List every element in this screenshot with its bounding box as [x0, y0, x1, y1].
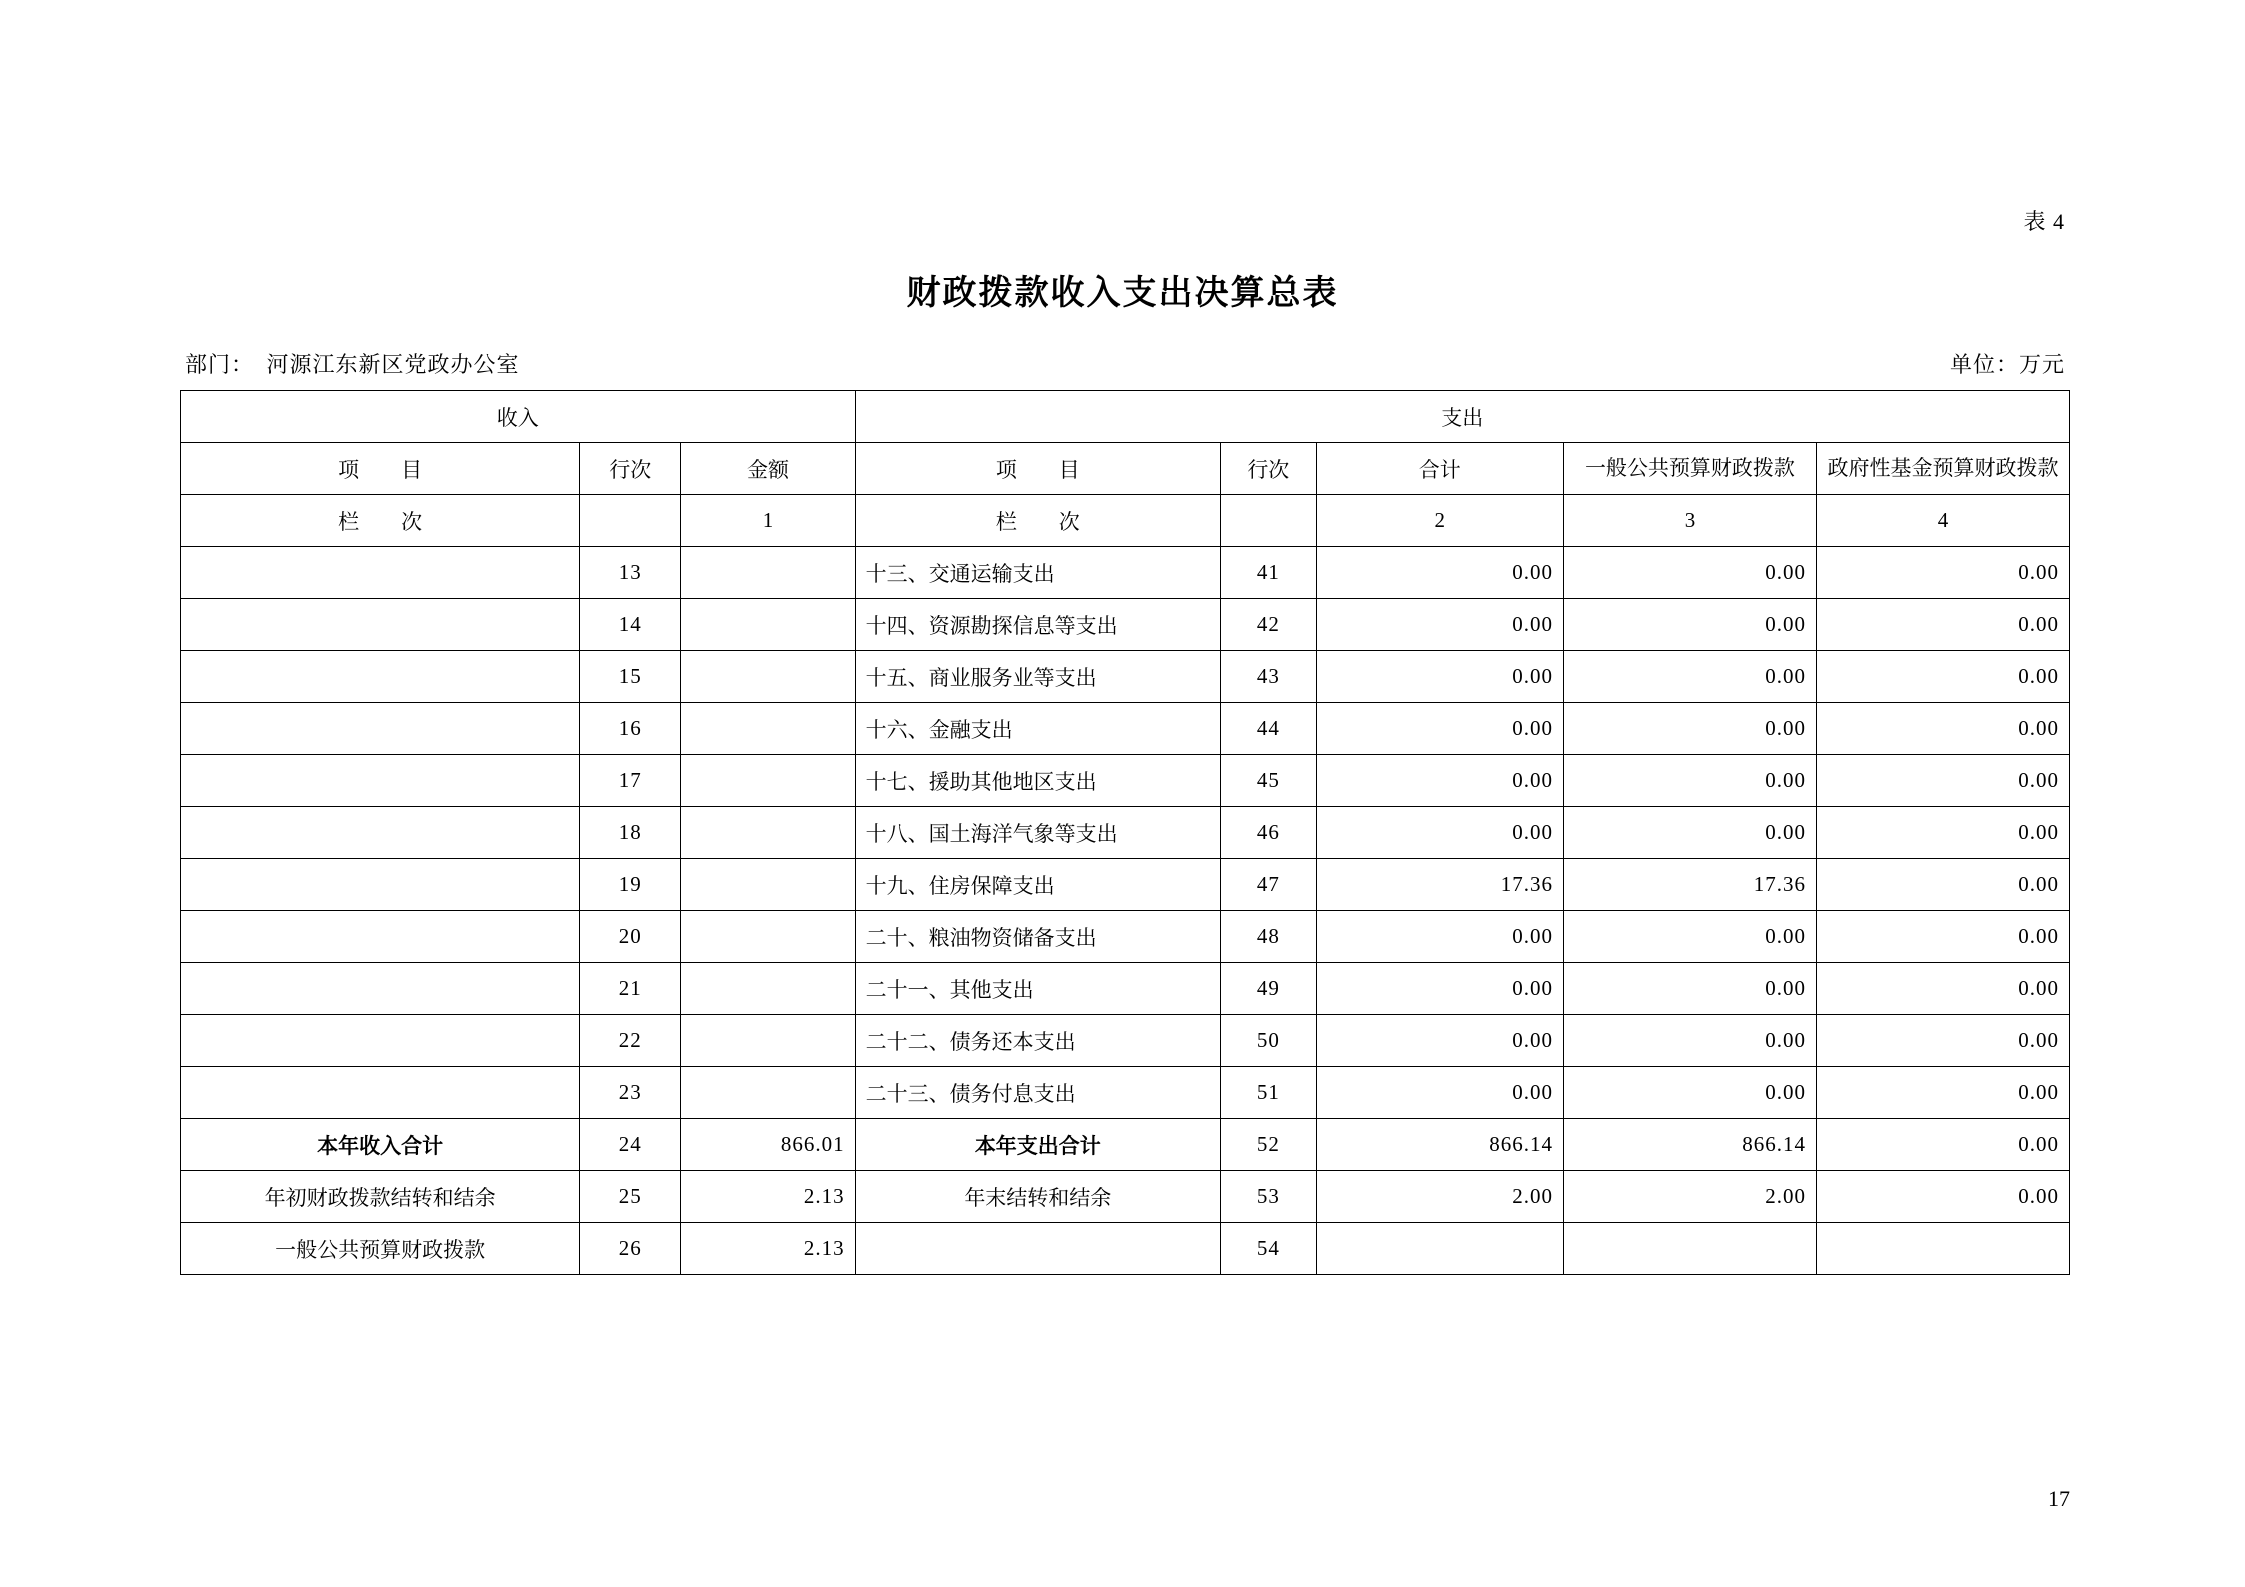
expense-item: 二十三、债务付息支出 [855, 1067, 1220, 1119]
income-row-no: 18 [580, 807, 681, 859]
expense-row-no: 42 [1221, 599, 1317, 651]
expense-total: 0.00 [1316, 703, 1563, 755]
expense-row-no: 50 [1221, 1015, 1317, 1067]
table-row [181, 1015, 2070, 1067]
income-amount [681, 703, 855, 755]
expense-general-public: 0.00 [1563, 1067, 1816, 1119]
income-amount [681, 807, 855, 859]
expense-gov-fund: 0.00 [1816, 1171, 2069, 1223]
expense-item: 十三、交通运输支出 [855, 547, 1220, 599]
column-index-2: 2 [1316, 495, 1563, 547]
expense-row-no: 41 [1221, 547, 1317, 599]
expense-total: 0.00 [1316, 1015, 1563, 1067]
expense-item: 十七、援助其他地区支出 [855, 755, 1220, 807]
expense-gov-fund: 0.00 [1816, 651, 2069, 703]
expense-general-public [1563, 1223, 1816, 1275]
income-row-no: 22 [580, 1015, 681, 1067]
expense-total: 17.36 [1316, 859, 1563, 911]
column-label-expense: 栏 次 [855, 495, 1220, 547]
income-row-no: 20 [580, 911, 681, 963]
expense-gov-fund: 0.00 [1816, 1067, 2069, 1119]
income-item [181, 807, 580, 859]
income-amount [681, 599, 855, 651]
income-amount [681, 755, 855, 807]
income-item [181, 703, 580, 755]
column-label-income: 栏 次 [181, 495, 580, 547]
expense-item: 十五、商业服务业等支出 [855, 651, 1220, 703]
expense-gov-fund: 0.00 [1816, 1015, 2069, 1067]
expense-gov-fund: 0.00 [1816, 807, 2069, 859]
income-row-no: 21 [580, 963, 681, 1015]
income-amount [681, 651, 855, 703]
expense-row-no: 44 [1221, 703, 1317, 755]
income-row-no: 17 [580, 755, 681, 807]
expense-row-no: 46 [1221, 807, 1317, 859]
income-item [181, 859, 580, 911]
expense-total: 866.14 [1316, 1119, 1563, 1171]
income-row-no: 14 [580, 599, 681, 651]
header-income-row-no: 行次 [580, 443, 681, 495]
expense-row-no: 49 [1221, 963, 1317, 1015]
income-row-no: 19 [580, 859, 681, 911]
header-expense-group: 支出 [855, 391, 2069, 443]
table-row [181, 1171, 2070, 1223]
income-amount [681, 1067, 855, 1119]
expense-row-no: 53 [1221, 1171, 1317, 1223]
income-row-no: 24 [580, 1119, 681, 1171]
expense-gov-fund: 0.00 [1816, 755, 2069, 807]
expense-item: 本年支出合计 [855, 1119, 1220, 1171]
income-amount: 2.13 [681, 1223, 855, 1275]
expense-gov-fund: 0.00 [1816, 963, 2069, 1015]
expense-total: 0.00 [1316, 911, 1563, 963]
income-item: 年初财政拨款结转和结余 [181, 1171, 580, 1223]
expense-total: 0.00 [1316, 755, 1563, 807]
header-income-group: 收入 [181, 391, 856, 443]
column-index-1: 1 [681, 495, 855, 547]
expense-total: 2.00 [1316, 1171, 1563, 1223]
expense-row-no: 54 [1221, 1223, 1317, 1275]
expense-general-public: 2.00 [1563, 1171, 1816, 1223]
expense-gov-fund: 0.00 [1816, 599, 2069, 651]
expense-item: 二十一、其他支出 [855, 963, 1220, 1015]
expense-general-public: 0.00 [1563, 1015, 1816, 1067]
income-row-no: 16 [580, 703, 681, 755]
column-index-blank-1 [580, 495, 681, 547]
table-header-group-row [181, 391, 2070, 443]
income-item [181, 1067, 580, 1119]
table-row [181, 859, 2070, 911]
expense-total: 0.00 [1316, 651, 1563, 703]
header-expense-item: 项 目 [855, 443, 1220, 495]
income-amount [681, 859, 855, 911]
budget-table [180, 390, 2070, 1275]
table-column-index-row [181, 495, 2070, 547]
expense-total: 0.00 [1316, 599, 1563, 651]
table-row [181, 911, 2070, 963]
table-row [181, 651, 2070, 703]
expense-total: 0.00 [1316, 963, 1563, 1015]
income-item [181, 599, 580, 651]
page-number: 17 [2048, 1486, 2070, 1511]
table-row [181, 1223, 2070, 1275]
expense-general-public: 0.00 [1563, 807, 1816, 859]
income-item [181, 963, 580, 1015]
unit-label: 单位：万元 [1949, 352, 2065, 377]
expense-gov-fund: 0.00 [1816, 1119, 2069, 1171]
income-amount: 866.01 [681, 1119, 855, 1171]
table-row [181, 963, 2070, 1015]
department-label: 部门： [185, 352, 255, 377]
income-amount [681, 1015, 855, 1067]
income-item: 一般公共预算财政拨款 [181, 1223, 580, 1275]
income-item [181, 547, 580, 599]
table-row [181, 547, 2070, 599]
expense-general-public: 0.00 [1563, 547, 1816, 599]
table-row [181, 703, 2070, 755]
expense-row-no: 45 [1221, 755, 1317, 807]
header-income-item: 项 目 [181, 443, 580, 495]
expense-gov-fund [1816, 1223, 2069, 1275]
table-row-total [181, 1119, 2070, 1171]
table-row [181, 1067, 2070, 1119]
expense-row-no: 47 [1221, 859, 1317, 911]
expense-general-public: 0.00 [1563, 963, 1816, 1015]
expense-item: 二十二、债务还本支出 [855, 1015, 1220, 1067]
income-amount [681, 911, 855, 963]
income-row-no: 26 [580, 1223, 681, 1275]
income-amount [681, 547, 855, 599]
expense-general-public: 0.00 [1563, 755, 1816, 807]
income-item: 本年收入合计 [181, 1119, 580, 1171]
table-row [181, 599, 2070, 651]
expense-general-public: 0.00 [1563, 651, 1816, 703]
expense-general-public: 0.00 [1563, 911, 1816, 963]
expense-general-public: 17.36 [1563, 859, 1816, 911]
expense-item [855, 1223, 1220, 1275]
income-row-no: 13 [580, 547, 681, 599]
table-header-row [181, 443, 2070, 495]
column-index-blank-2 [1221, 495, 1317, 547]
expense-total: 0.00 [1316, 807, 1563, 859]
department-line [185, 348, 520, 379]
table-label: 表 4 [2023, 209, 2065, 234]
expense-gov-fund: 0.00 [1816, 911, 2069, 963]
page-title: 财政拨款收入支出决算总表 [906, 273, 1339, 313]
table-row [181, 807, 2070, 859]
expense-general-public: 0.00 [1563, 599, 1816, 651]
header-expense-row-no: 行次 [1221, 443, 1317, 495]
expense-total [1316, 1223, 1563, 1275]
income-item [181, 755, 580, 807]
expense-general-public: 0.00 [1563, 703, 1816, 755]
income-amount [681, 963, 855, 1015]
table-row [181, 755, 2070, 807]
income-amount: 2.13 [681, 1171, 855, 1223]
expense-row-no: 51 [1221, 1067, 1317, 1119]
expense-item: 十六、金融支出 [855, 703, 1220, 755]
department-name: 河源江东新区党政办公室 [266, 352, 520, 377]
header-expense-gov-fund: 政府性基金预算财政拨款 [1816, 443, 2069, 495]
header-expense-general-public: 一般公共预算财政拨款 [1563, 443, 1816, 495]
expense-gov-fund: 0.00 [1816, 703, 2069, 755]
income-row-no: 15 [580, 651, 681, 703]
income-item [181, 1015, 580, 1067]
expense-gov-fund: 0.00 [1816, 859, 2069, 911]
income-item [181, 911, 580, 963]
expense-item: 二十、粮油物资储备支出 [855, 911, 1220, 963]
expense-gov-fund: 0.00 [1816, 547, 2069, 599]
expense-total: 0.00 [1316, 1067, 1563, 1119]
expense-item: 十四、资源勘探信息等支出 [855, 599, 1220, 651]
income-item [181, 651, 580, 703]
expense-item: 年末结转和结余 [855, 1171, 1220, 1223]
expense-row-no: 52 [1221, 1119, 1317, 1171]
income-row-no: 25 [580, 1171, 681, 1223]
header-expense-total: 合计 [1316, 443, 1563, 495]
column-index-3: 3 [1563, 495, 1816, 547]
header-income-amount: 金额 [681, 443, 855, 495]
income-row-no: 23 [580, 1067, 681, 1119]
expense-general-public: 866.14 [1563, 1119, 1816, 1171]
expense-row-no: 48 [1221, 911, 1317, 963]
expense-item: 十九、住房保障支出 [855, 859, 1220, 911]
expense-total: 0.00 [1316, 547, 1563, 599]
expense-row-no: 43 [1221, 651, 1317, 703]
expense-item: 十八、国土海洋气象等支出 [855, 807, 1220, 859]
column-index-4: 4 [1816, 495, 2069, 547]
